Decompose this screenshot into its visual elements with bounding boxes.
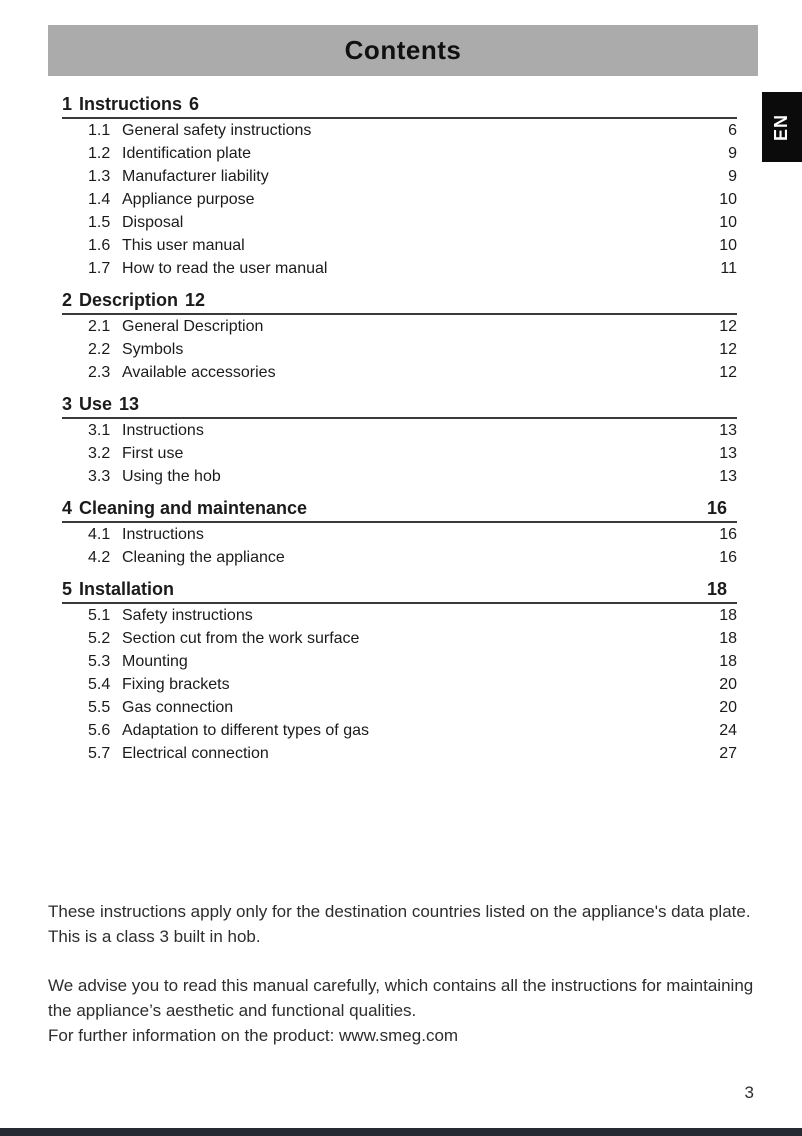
toc-item-page: 11 xyxy=(720,260,737,277)
toc-item-number: 5.3 xyxy=(88,653,111,670)
toc-item-page: 9 xyxy=(728,145,737,162)
toc-item-number: 2.1 xyxy=(88,318,111,335)
toc-item-title: General Description xyxy=(122,318,264,335)
toc-section xyxy=(62,578,737,765)
toc-item-page: 10 xyxy=(719,191,737,208)
toc-heading-title: Use xyxy=(79,394,113,414)
toc-item-page: 16 xyxy=(719,549,737,566)
toc-item-page: 13 xyxy=(719,468,737,485)
toc-item-page: 6 xyxy=(728,122,737,139)
toc-section-heading xyxy=(62,93,737,119)
toc-item-title: First use xyxy=(122,445,184,462)
toc-item-page: 12 xyxy=(719,318,737,335)
toc-item-title: This user manual xyxy=(122,237,245,254)
toc-heading-title: Instructions xyxy=(79,94,183,114)
toc-heading-number: 5 xyxy=(62,579,73,599)
toc-item-page: 18 xyxy=(719,630,737,647)
toc-item-page: 12 xyxy=(719,364,737,381)
toc-heading-title: Description xyxy=(79,290,179,310)
toc-item-number: 2.3 xyxy=(88,364,111,381)
toc-item xyxy=(62,742,737,765)
toc-item-number: 5.5 xyxy=(88,699,111,716)
toc-item-number: 1.5 xyxy=(88,214,111,231)
toc-section-heading xyxy=(62,393,737,419)
toc-heading-number: 2 xyxy=(62,290,73,310)
toc xyxy=(62,93,737,765)
toc-item xyxy=(62,361,737,384)
toc-item xyxy=(62,673,737,696)
toc-item xyxy=(62,719,737,742)
toc-item-number: 5.6 xyxy=(88,722,111,739)
toc-item xyxy=(62,211,737,234)
toc-item-number: 3.3 xyxy=(88,468,111,485)
toc-item-page: 10 xyxy=(719,214,737,231)
toc-item xyxy=(62,142,737,165)
bottom-bar xyxy=(0,1128,802,1136)
toc-item-page: 18 xyxy=(719,653,737,670)
toc-section xyxy=(62,393,737,488)
toc-section-heading xyxy=(62,289,737,315)
toc-item-number: 1.6 xyxy=(88,237,111,254)
toc-item-page: 13 xyxy=(719,422,737,439)
note-paragraph: These instructions apply only for the destination countries listed on the appliance's data plate. xyxy=(48,902,751,921)
toc-item-title: Fixing brackets xyxy=(122,676,230,693)
toc-heading-inline-page: 13 xyxy=(119,394,140,414)
toc-item-title: Instructions xyxy=(122,422,204,439)
toc-heading-page: 16 xyxy=(706,498,727,518)
toc-item xyxy=(62,338,737,361)
page-number: 3 xyxy=(744,1083,754,1102)
toc-item-title: Appliance purpose xyxy=(122,191,255,208)
toc-heading-number: 1 xyxy=(62,94,73,114)
language-tab-label: EN xyxy=(771,113,792,141)
toc-item-number: 1.7 xyxy=(88,260,111,277)
toc-item xyxy=(62,604,737,627)
toc-item xyxy=(62,188,737,211)
toc-item xyxy=(62,523,737,546)
toc-section xyxy=(62,289,737,384)
toc-item xyxy=(62,119,737,142)
toc-item xyxy=(62,315,737,338)
toc-item-number: 5.4 xyxy=(88,676,111,693)
toc-item-title: Section cut from the work surface xyxy=(122,630,360,647)
toc-item-number: 1.2 xyxy=(88,145,111,162)
toc-item-page: 20 xyxy=(719,699,737,716)
toc-section xyxy=(62,497,737,569)
toc-heading-title: Cleaning and maintenance xyxy=(79,498,308,518)
toc-item-title: Using the hob xyxy=(122,468,221,485)
toc-item-title: Adaptation to different types of gas xyxy=(122,722,369,739)
toc-item-number: 1.3 xyxy=(88,168,111,185)
toc-item-page: 9 xyxy=(728,168,737,185)
toc-item-number: 4.1 xyxy=(88,526,111,543)
toc-item-number: 5.2 xyxy=(88,630,111,647)
toc-heading-title: Installation xyxy=(79,579,175,599)
toc-section-heading xyxy=(62,497,737,523)
toc-item-title: Cleaning the appliance xyxy=(122,549,285,566)
toc-item-title: How to read the user manual xyxy=(122,260,328,277)
toc-item-title: Disposal xyxy=(122,214,184,231)
toc-heading-inline-page: 12 xyxy=(185,290,206,310)
toc-item xyxy=(62,546,737,569)
toc-item-title: Identification plate xyxy=(122,145,251,162)
toc-item xyxy=(62,627,737,650)
toc-item-title: Electrical connection xyxy=(122,745,269,762)
toc-item-title: General safety instructions xyxy=(122,122,312,139)
toc-item-title: Symbols xyxy=(122,341,184,358)
toc-item-page: 12 xyxy=(719,341,737,358)
note-paragraph: For further information on the product: www.smeg.com xyxy=(48,1026,459,1045)
note-paragraph: We advise you to read this manual carefully, which contains all the instructions for maintaining the appliance’s aesthetic and functional qualities. xyxy=(48,976,754,1020)
note-paragraph: This is a class 3 built in hob. xyxy=(48,927,261,946)
page-title: Contents xyxy=(344,35,462,65)
toc-item-page: 20 xyxy=(719,676,737,693)
toc-item xyxy=(62,650,737,673)
toc-heading-page: 18 xyxy=(706,579,727,599)
toc-item-page: 16 xyxy=(719,526,737,543)
toc-item-page: 10 xyxy=(719,237,737,254)
toc-item xyxy=(62,419,737,442)
toc-item xyxy=(62,696,737,719)
toc-item-title: Mounting xyxy=(122,653,188,670)
toc-heading-inline-page: 6 xyxy=(189,94,200,114)
toc-item-page: 27 xyxy=(719,745,737,762)
language-tab xyxy=(762,92,802,162)
toc-item-number: 5.1 xyxy=(88,607,111,624)
toc-item xyxy=(62,234,737,257)
toc-item-number: 3.1 xyxy=(88,422,111,439)
toc-item-number: 2.2 xyxy=(88,341,111,358)
toc-item-title: Available accessories xyxy=(122,364,276,381)
toc-item-number: 4.2 xyxy=(88,549,111,566)
toc-heading-number: 3 xyxy=(62,394,73,414)
toc-item-page: 24 xyxy=(719,722,737,739)
toc-item xyxy=(62,165,737,188)
toc-item-number: 5.7 xyxy=(88,745,111,762)
contents-header-bar xyxy=(48,25,758,76)
toc-item xyxy=(62,442,737,465)
toc-item xyxy=(62,465,737,488)
toc-item-number: 3.2 xyxy=(88,445,111,462)
toc-item xyxy=(62,257,737,280)
toc-item-page: 18 xyxy=(719,607,737,624)
toc-item-title: Safety instructions xyxy=(122,607,253,624)
toc-item-title: Gas connection xyxy=(122,699,234,716)
notes xyxy=(48,899,756,1048)
toc-item-number: 1.1 xyxy=(88,122,111,139)
toc-section xyxy=(62,93,737,280)
toc-item-number: 1.4 xyxy=(88,191,111,208)
toc-section-heading xyxy=(62,578,737,604)
toc-item-page: 13 xyxy=(719,445,737,462)
toc-item-title: Instructions xyxy=(122,526,204,543)
toc-heading-number: 4 xyxy=(62,498,73,518)
toc-item-title: Manufacturer liability xyxy=(122,168,269,185)
